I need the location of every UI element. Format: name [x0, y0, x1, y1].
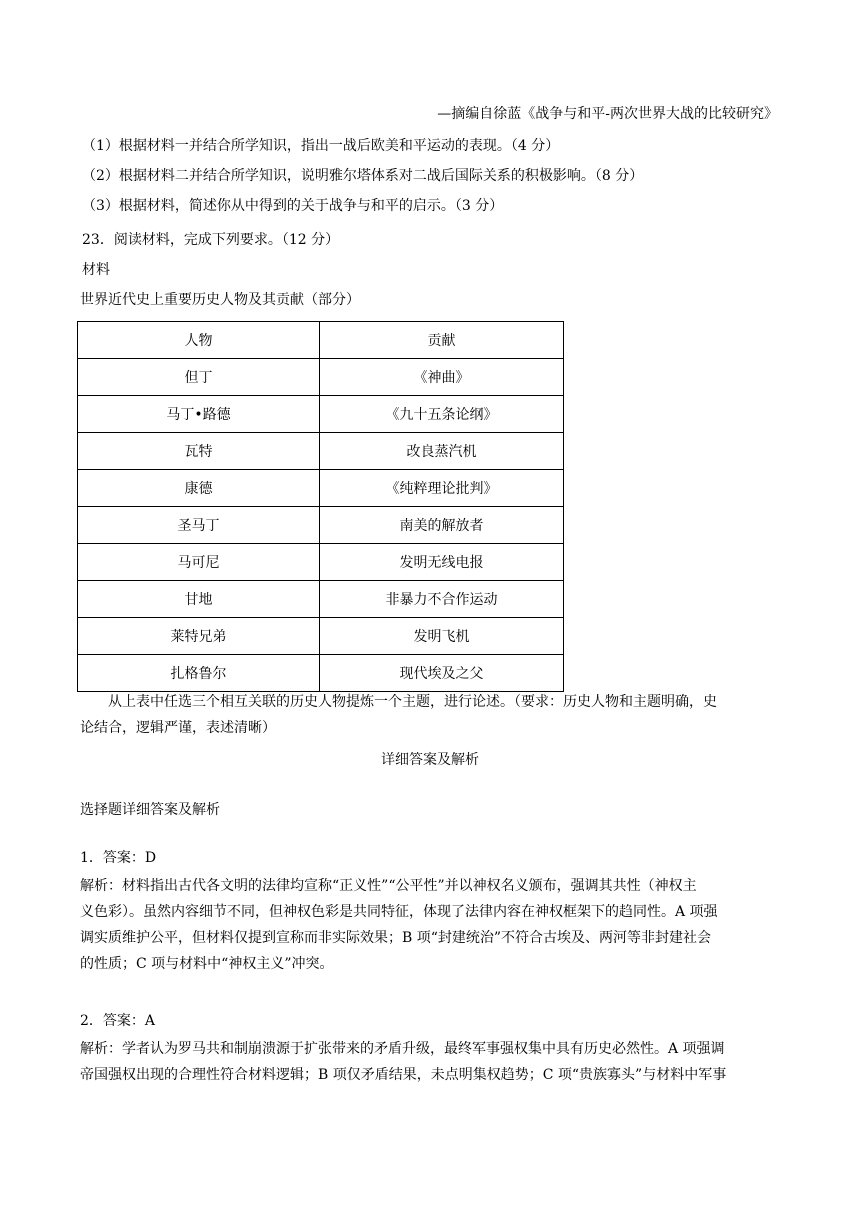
q23-instruction-line-1: 从上表中任选三个相互关联的历史人物提炼一个主题，进行论述。（要求：历史人物和主题明确，史 [108, 694, 717, 710]
person-cell: 但丁 [78, 359, 320, 396]
question-23-title: 23．阅读材料，完成下列要求。（12 分） [82, 232, 340, 248]
analysis-1 [80, 873, 780, 977]
analysis-line: 的性质；C 项与材料中“神权主义”冲突。 [80, 956, 334, 972]
table-row [78, 470, 564, 507]
contribution-cell: 《纯粹理论批判》 [320, 470, 564, 507]
contribution-cell: 改良蒸汽机 [320, 433, 564, 470]
table-caption: 世界近代史上重要历史人物及其贡献（部分） [80, 292, 360, 308]
people-table [77, 321, 564, 692]
mc-heading: 选择题详细答案及解析 [80, 802, 220, 818]
question-2: （2）根据材料二并结合所学知识，说明雅尔塔体系对二战后国际关系的积极影响。（8 分） [82, 168, 644, 184]
answer-1: 1．答案：D [80, 850, 157, 866]
person-cell: 甘地 [78, 581, 320, 618]
q23-instruction-line-2: 论结合，逻辑严谨，表述清晰） [80, 720, 276, 736]
person-cell: 扎格鲁尔 [78, 655, 320, 692]
analysis-line: 义色彩）。虽然内容细节不同，但神权色彩是共同特征，体现了法律内容在神权框架下的趋同性。A 项强 [80, 904, 718, 920]
analysis-2 [80, 1036, 780, 1088]
person-cell: 瓦特 [78, 433, 320, 470]
header-person: 人物 [78, 322, 320, 359]
contribution-cell: 《神曲》 [320, 359, 564, 396]
table-row [78, 618, 564, 655]
table-row [78, 433, 564, 470]
answer-2: 2．答案：A [80, 1013, 156, 1029]
contribution-cell: 现代埃及之父 [320, 655, 564, 692]
person-cell: 马丁•路德 [78, 396, 320, 433]
table-row [78, 396, 564, 433]
table-row [78, 359, 564, 396]
person-cell: 康德 [78, 470, 320, 507]
table-header-row [78, 322, 564, 359]
person-cell: 圣马丁 [78, 507, 320, 544]
table-row [78, 544, 564, 581]
person-cell: 马可尼 [78, 544, 320, 581]
analysis-line: 调实质维护公平，但材料仅提到宣称而非实际效果；B 项“封建统治”不符合古埃及、两河等非封建社会 [80, 930, 712, 946]
contribution-cell: 非暴力不合作运动 [320, 581, 564, 618]
analysis-line: 帝国强权出现的合理性符合材料逻辑；B 项仅矛盾结果，未点明集权趋势；C 项“贵族寡头”与材料中军事 [80, 1067, 727, 1083]
contribution-cell: 发明飞机 [320, 618, 564, 655]
table-row [78, 581, 564, 618]
contribution-cell: 发明无线电报 [320, 544, 564, 581]
table-row [78, 507, 564, 544]
header-contribution: 贡献 [320, 322, 564, 359]
source-citation: —摘编自徐蓝《战争与和平-两次世界大战的比较研究》 [437, 106, 778, 122]
contribution-cell: 南美的解放者 [320, 507, 564, 544]
question-1: （1）根据材料一并结合所学知识，指出一战后欧美和平运动的表现。（4 分） [82, 138, 560, 154]
person-cell: 莱特兄弟 [78, 618, 320, 655]
table-row [78, 655, 564, 692]
answers-heading: 详细答案及解析 [381, 752, 479, 768]
material-label: 材料 [82, 262, 110, 278]
analysis-line: 解析：学者认为罗马共和制崩溃源于扩张带来的矛盾升级，最终军事强权集中具有历史必然性。A 项强调 [80, 1041, 725, 1057]
contribution-cell: 《九十五条论纲》 [320, 396, 564, 433]
question-3: （3）根据材料，简述你从中得到的关于战争与和平的启示。（3 分） [82, 198, 504, 214]
analysis-line: 解析：材料指出古代各文明的法律均宣称“正义性”“公平性”并以神权名义颁布，强调其共性（神权主 [80, 878, 697, 894]
